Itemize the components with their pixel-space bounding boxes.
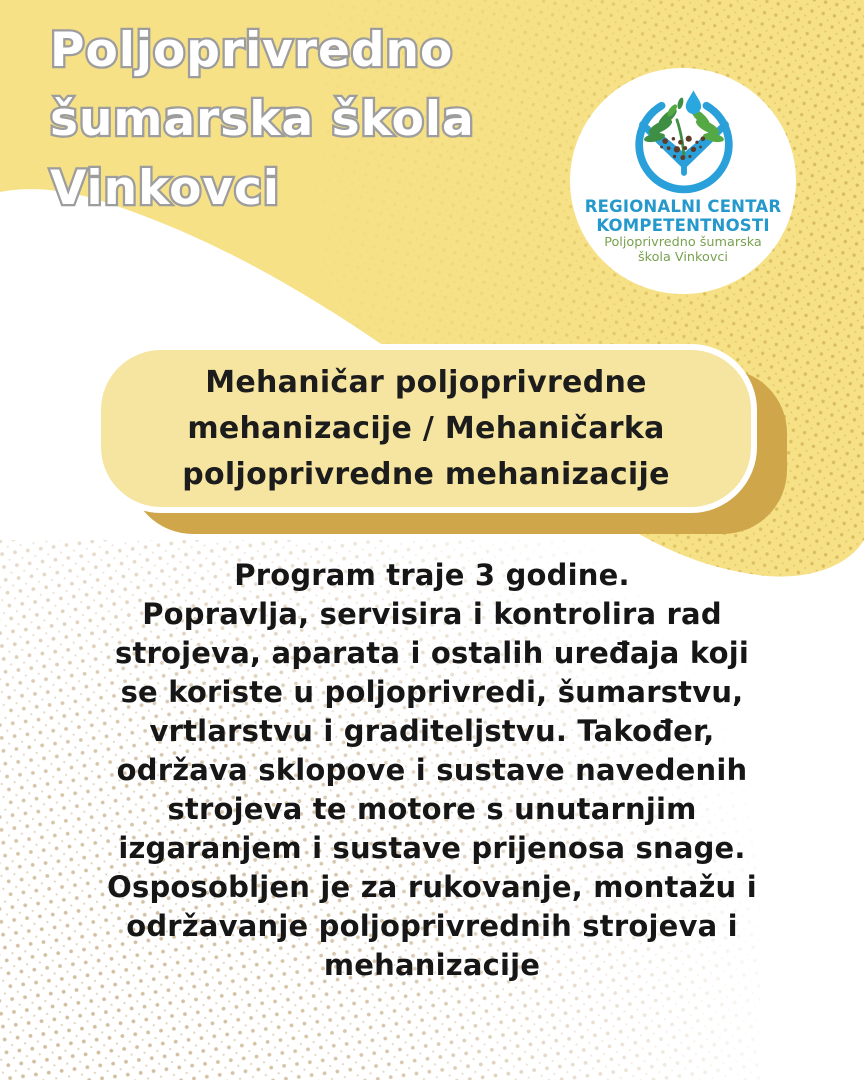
program-title-line: poljoprivredne mehanizacije: [182, 456, 670, 492]
program-title-line: mehanizacije / Mehaničarka: [187, 410, 665, 446]
description-line: strojeva, aparata i ostalih uređaja koji: [115, 636, 749, 670]
description-line: održavanje poljoprivrednih strojeva i: [126, 909, 738, 943]
description-line: se koriste u poljoprivredi, šumarstvu,: [120, 675, 744, 709]
rcc-logo-text: [561, 197, 805, 265]
description-line: održava sklopove i sustave navedenih: [116, 753, 748, 787]
description-line: Program traje 3 godine.: [234, 558, 630, 592]
description-line: strojeva te motore s unutarnjim: [167, 792, 697, 826]
rcc-logo-line3: Poljoprivredno šumarska: [604, 235, 762, 250]
school-title: [50, 16, 610, 223]
program-title-badge: [95, 344, 757, 513]
rcc-logo-line2: KOMPETENTNOSTI: [596, 216, 770, 235]
school-title-line: šumarska škola: [50, 92, 475, 147]
description-line: mehanizacije: [323, 948, 541, 982]
description-line: Osposobljen je za rukovanje, montažu i: [107, 870, 757, 904]
rcc-logo-line1: REGIONALNI CENTAR: [584, 197, 782, 216]
school-title-line: Poljoprivredno: [50, 23, 454, 78]
description-line: Popravlja, servisira i kontrolira rad: [142, 597, 722, 631]
school-title-line: Vinkovci: [50, 161, 281, 216]
program-description: [40, 556, 824, 985]
program-title-line: Mehaničar poljoprivredne: [205, 364, 647, 400]
description-line: vrtlarstvu i graditeljstvu. Također,: [149, 714, 715, 748]
description-line: izgaranjem i sustave prijenosa snage.: [118, 831, 746, 865]
rcc-logo-line4: škola Vinkovci: [637, 250, 728, 265]
